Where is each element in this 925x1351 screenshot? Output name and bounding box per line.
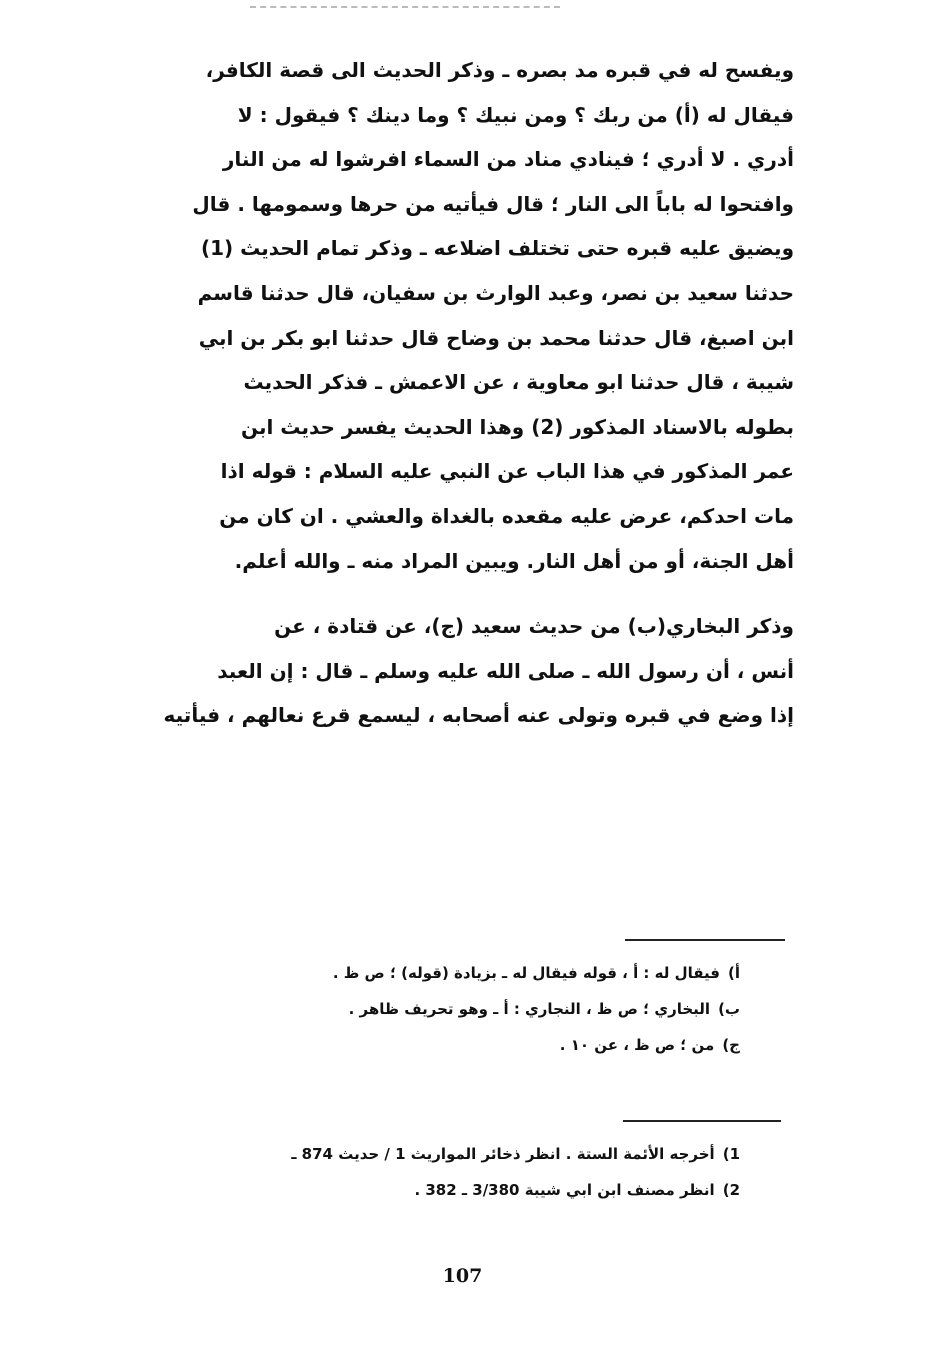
text-line: ويضيق عليه قبره حتى تختلف اضلاعه ـ وذكر تمام الحديث (1) [200, 236, 794, 261]
text-line: ابن اصبغ، قال حدثنا محمد بن وضاح قال حدثنا ابو بكر بن ابي [198, 325, 794, 350]
note-text: البخاري ؛ ص ظ ، النجاري : أ ـ وهو تحريف ظاهر . [348, 1000, 711, 1018]
text-line: ويفسح له في قبره مد بصره ـ وذكر الحديث الى قصة الكافر، [205, 58, 794, 82]
variant-notes [333, 955, 740, 1063]
note-marker: ج) [722, 1036, 740, 1054]
variant-note [333, 1027, 740, 1063]
text-line: أدري . لا أدري ؛ فينادي مناد من السماء افرشوا له من النار [222, 147, 794, 172]
text-line: أهل الجنة، أو من أهل النار. ويبين المراد منه ـ والله أعلم. [234, 548, 794, 573]
note-text: انظر مصنف ابن ابي شيبة 3/380 ـ 382 . [414, 1181, 715, 1199]
note-marker: 1) [722, 1145, 740, 1163]
note-marker: 2) [722, 1181, 740, 1199]
text-line: فيقال له (أ) من ربك ؟ ومن نبيك ؟ وما دينك ؟ فيقول : لا [237, 102, 794, 127]
text-line: مات احدكم، عرض عليه مقعده بالغداة والعشي . ان كان من [219, 503, 794, 528]
text-line: إذا وضع في قبره وتولى عنه أصحابه ، ليسمع قرع نعالهم ، فيأتيه [163, 703, 794, 728]
main-paragraph-1 [158, 48, 794, 583]
text-line: بطوله بالاسناد المذكور (2) وهذا الحديث يفسر حديث ابن [240, 414, 794, 439]
text-line: أنس ، أن رسول الله ـ صلى الله عليه وسلم ـ قال : إن العبد [217, 658, 794, 683]
source-notes-divider [623, 1120, 781, 1122]
note-marker: أ) [728, 964, 740, 982]
variant-note [333, 991, 740, 1027]
note-text: فيقال له : أ ، قوله فيقال له ـ بزيادة (قوله) ؛ ص ظ . [332, 964, 720, 982]
text-line: شيبة ، قال حدثنا ابو معاوية ، عن الاعمش ـ فذكر الحديث [243, 370, 794, 395]
text-line: وافتحوا له باباً الى النار ؛ قال فيأتيه من حرها وسمومها . قال [192, 191, 794, 216]
variant-notes-divider [625, 939, 785, 941]
variant-note [333, 955, 740, 991]
text-line: وذكر البخاري(ب) من حديث سعيد (ج)، عن قتادة ، عن [274, 614, 794, 638]
page-number: 107 [442, 1265, 483, 1287]
source-note [291, 1136, 740, 1172]
top-edge-rule [250, 6, 560, 8]
text-line: عمر المذكور في هذا الباب عن النبي عليه السلام : قوله اذا [220, 459, 794, 484]
note-marker: ب) [718, 1000, 740, 1018]
source-note [291, 1172, 740, 1208]
text-line: حدثنا سعيد بن نصر، وعبد الوارث بن سفيان، قال حدثنا قاسم [197, 280, 794, 305]
note-text: أخرجه الأئمة الستة . انظر ذخائر المواريث 1 / حديث 874 ـ [291, 1145, 715, 1163]
note-text: من ؛ ص ظ ، عن ١٠ . [559, 1036, 715, 1054]
main-paragraph-2 [158, 604, 794, 738]
source-notes [291, 1136, 740, 1208]
